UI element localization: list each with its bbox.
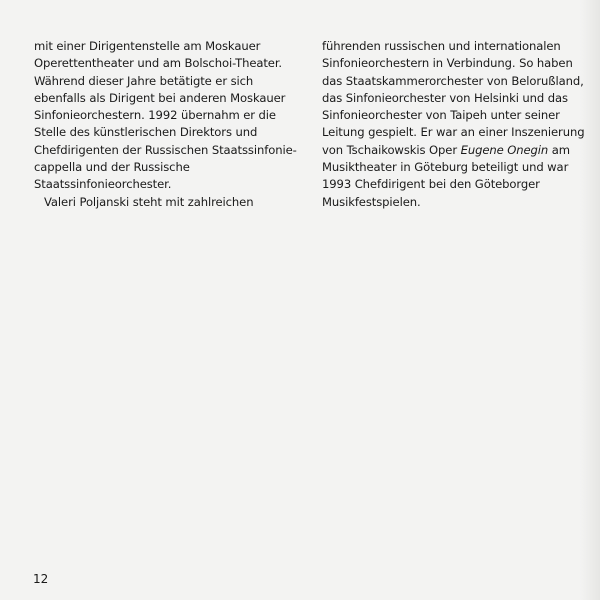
text-line: mit einer Dirigentenstelle am Moskauer	[34, 39, 261, 53]
text-line: cappella und der Russische	[34, 160, 190, 175]
opera-title: Eugene Onegin	[460, 142, 549, 157]
text-line: Sinfonieorchestern. 1992 übernahm er die	[34, 108, 276, 123]
text-line: Staatssinfonieorchester.	[34, 177, 172, 192]
right-text-column	[322, 38, 600, 211]
text-line: Musikfestspielen.	[322, 194, 421, 209]
text-line: Chefdirigenten der Russischen Staatssinfonie-	[34, 142, 297, 157]
text-line: Während dieser Jahre betätigte er sich	[34, 73, 254, 88]
text-line: das Sinfonieorchester von Helsinki und das	[322, 90, 568, 105]
text-line: Musiktheater in Göteburg beteiligt und war	[322, 160, 569, 175]
text-line: das Staatskammerorchester von Belorußland,	[322, 73, 584, 88]
text-line: Sinfonieorchestern in Verbindung. So haben	[322, 56, 573, 71]
text-line	[322, 142, 600, 159]
text-line: Sinfonieorchester von Taipeh unter seiner	[322, 108, 560, 123]
page-number: 12	[33, 572, 49, 586]
text-line: Leitung gespielt. Er war an einer Inszenierung	[322, 125, 585, 140]
text-line: Stelle des künstlerischen Direktors und	[34, 125, 258, 140]
text-line: ebenfalls als Dirigent bei anderen Moskauer	[34, 90, 286, 105]
text-line: führenden russischen und internationalen	[322, 39, 561, 53]
text-segment: von Tschaikowskis Oper	[322, 142, 461, 157]
text-segment: am	[548, 142, 570, 157]
text-line: 1993 Chefdirigent bei den Göteborger	[322, 177, 540, 192]
left-text-column	[34, 38, 314, 211]
text-line: Valeri Poljanski steht mit zahlreichen	[44, 194, 254, 209]
text-line: Operettentheater und am Bolschoi-Theater.	[34, 56, 283, 71]
